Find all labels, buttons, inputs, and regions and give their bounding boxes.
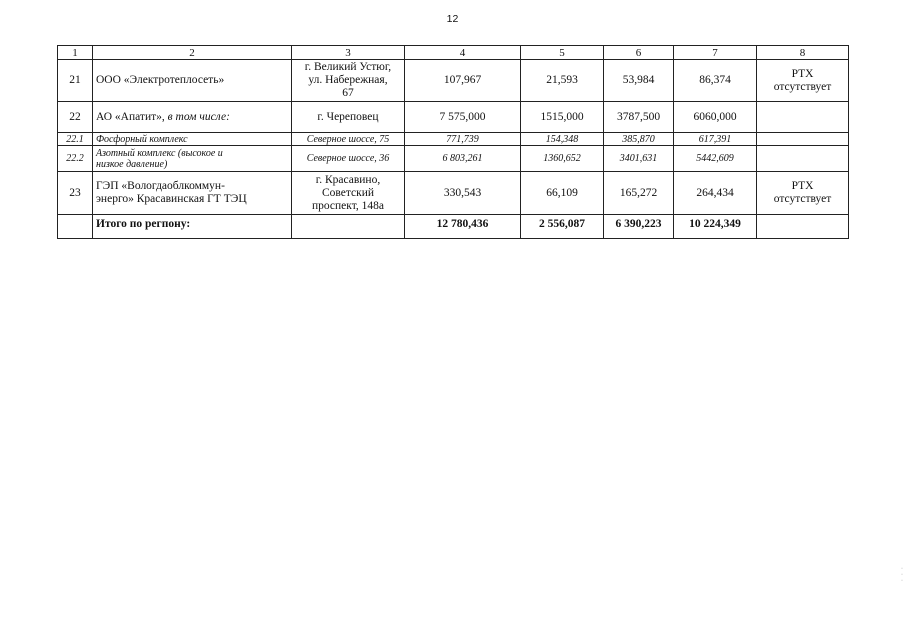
cell-col5: 1515,000 xyxy=(521,102,604,133)
total-col6: 6 390,223 xyxy=(604,215,674,239)
cell-col7: 617,391 xyxy=(674,133,757,146)
cell-col4: 330,543 xyxy=(405,172,521,215)
total-label: Итого по регпону: xyxy=(93,215,292,239)
cell-col8 xyxy=(757,102,849,133)
table-row xyxy=(58,102,849,133)
address-line: Советский xyxy=(321,186,375,199)
cell-col7: 86,374 xyxy=(674,60,757,102)
row-name: Фосфорный комплекс xyxy=(93,133,292,146)
data-table xyxy=(57,45,849,239)
header-cell: 2 xyxy=(93,46,292,60)
row-address xyxy=(292,60,405,102)
row-number: 22 xyxy=(58,102,93,133)
row-name xyxy=(93,172,292,215)
header-cell: 3 xyxy=(292,46,405,60)
address-line: 67 xyxy=(342,87,354,99)
total-empty-cell xyxy=(58,215,93,239)
note-line: отсутствует xyxy=(773,80,832,93)
row-number: 22.2 xyxy=(58,146,93,172)
header-cell: 4 xyxy=(405,46,521,60)
page-number: 12 xyxy=(446,13,459,25)
name-line: энерго» Красавинская ГТ ТЭЦ xyxy=(96,193,247,205)
cell-col8 xyxy=(757,133,849,146)
row-address: г. Череповец xyxy=(292,102,405,133)
cell-col8 xyxy=(757,172,849,215)
table-header-row xyxy=(58,46,849,60)
cell-col5: 21,593 xyxy=(521,60,604,102)
row-address: Северное шоссе, 75 xyxy=(292,133,405,146)
row-number: 22.1 xyxy=(58,133,93,146)
cell-col8 xyxy=(757,146,849,172)
cell-col7: 6060,000 xyxy=(674,102,757,133)
table-row xyxy=(58,133,849,146)
cell-col4: 107,967 xyxy=(405,60,521,102)
note-line: отсутствует xyxy=(773,193,832,205)
total-col4: 12 780,436 xyxy=(405,215,521,239)
table-row xyxy=(58,172,849,215)
cell-col6: 165,272 xyxy=(604,172,674,215)
row-name xyxy=(93,146,292,172)
table-row xyxy=(58,146,849,172)
note-line: РТХ xyxy=(791,180,814,192)
cell-col5: 66,109 xyxy=(521,172,604,215)
address-line: г. Великий Устюг, xyxy=(304,61,392,73)
total-col7: 10 224,349 xyxy=(674,215,757,239)
total-row xyxy=(58,215,849,239)
address-line: г. Красавино, xyxy=(315,173,381,186)
cell-col6: 385,870 xyxy=(604,133,674,146)
row-name xyxy=(93,102,292,133)
name-line: ГЭП «Вологдаоблкоммун- xyxy=(96,180,225,192)
cell-col6: 3401,631 xyxy=(604,146,674,172)
note-line: РТХ xyxy=(791,67,814,80)
row-name: ООО «Электротеплосеть» xyxy=(93,60,292,102)
cell-col5: 154,348 xyxy=(521,133,604,146)
total-empty-cell xyxy=(757,215,849,239)
address-line: проспект, 148а xyxy=(311,199,384,212)
cell-col8 xyxy=(757,60,849,102)
row-address xyxy=(292,172,405,215)
header-cell: 6 xyxy=(604,46,674,60)
header-cell: 5 xyxy=(521,46,604,60)
header-cell: 8 xyxy=(757,46,849,60)
row-number: 21 xyxy=(58,60,93,102)
cell-col4: 771,739 xyxy=(405,133,521,146)
total-col5: 2 556,087 xyxy=(521,215,604,239)
cell-col7: 5442,609 xyxy=(674,146,757,172)
cell-col6: 53,984 xyxy=(604,60,674,102)
cell-col4: 7 575,000 xyxy=(405,102,521,133)
name-line: низкое давление) xyxy=(96,158,168,170)
row-number: 23 xyxy=(58,172,93,215)
address-line: ул. Набережная, xyxy=(308,74,388,86)
total-empty-cell xyxy=(292,215,405,239)
row-address: Северное шоссе, 36 xyxy=(292,146,405,172)
name-line: Азотный комплекс (высокое и xyxy=(96,147,223,159)
row-name-main: АО «Апатит», xyxy=(96,110,165,123)
row-name-tail: в том числе: xyxy=(164,110,230,123)
table-row xyxy=(58,60,849,102)
cell-col6: 3787,500 xyxy=(604,102,674,133)
cell-col7: 264,434 xyxy=(674,172,757,215)
header-cell: 1 xyxy=(58,46,93,60)
scan-margin-marks: · · · xyxy=(901,566,903,584)
header-cell: 7 xyxy=(674,46,757,60)
cell-col4: 6 803,261 xyxy=(405,146,521,172)
cell-col5: 1360,652 xyxy=(521,146,604,172)
